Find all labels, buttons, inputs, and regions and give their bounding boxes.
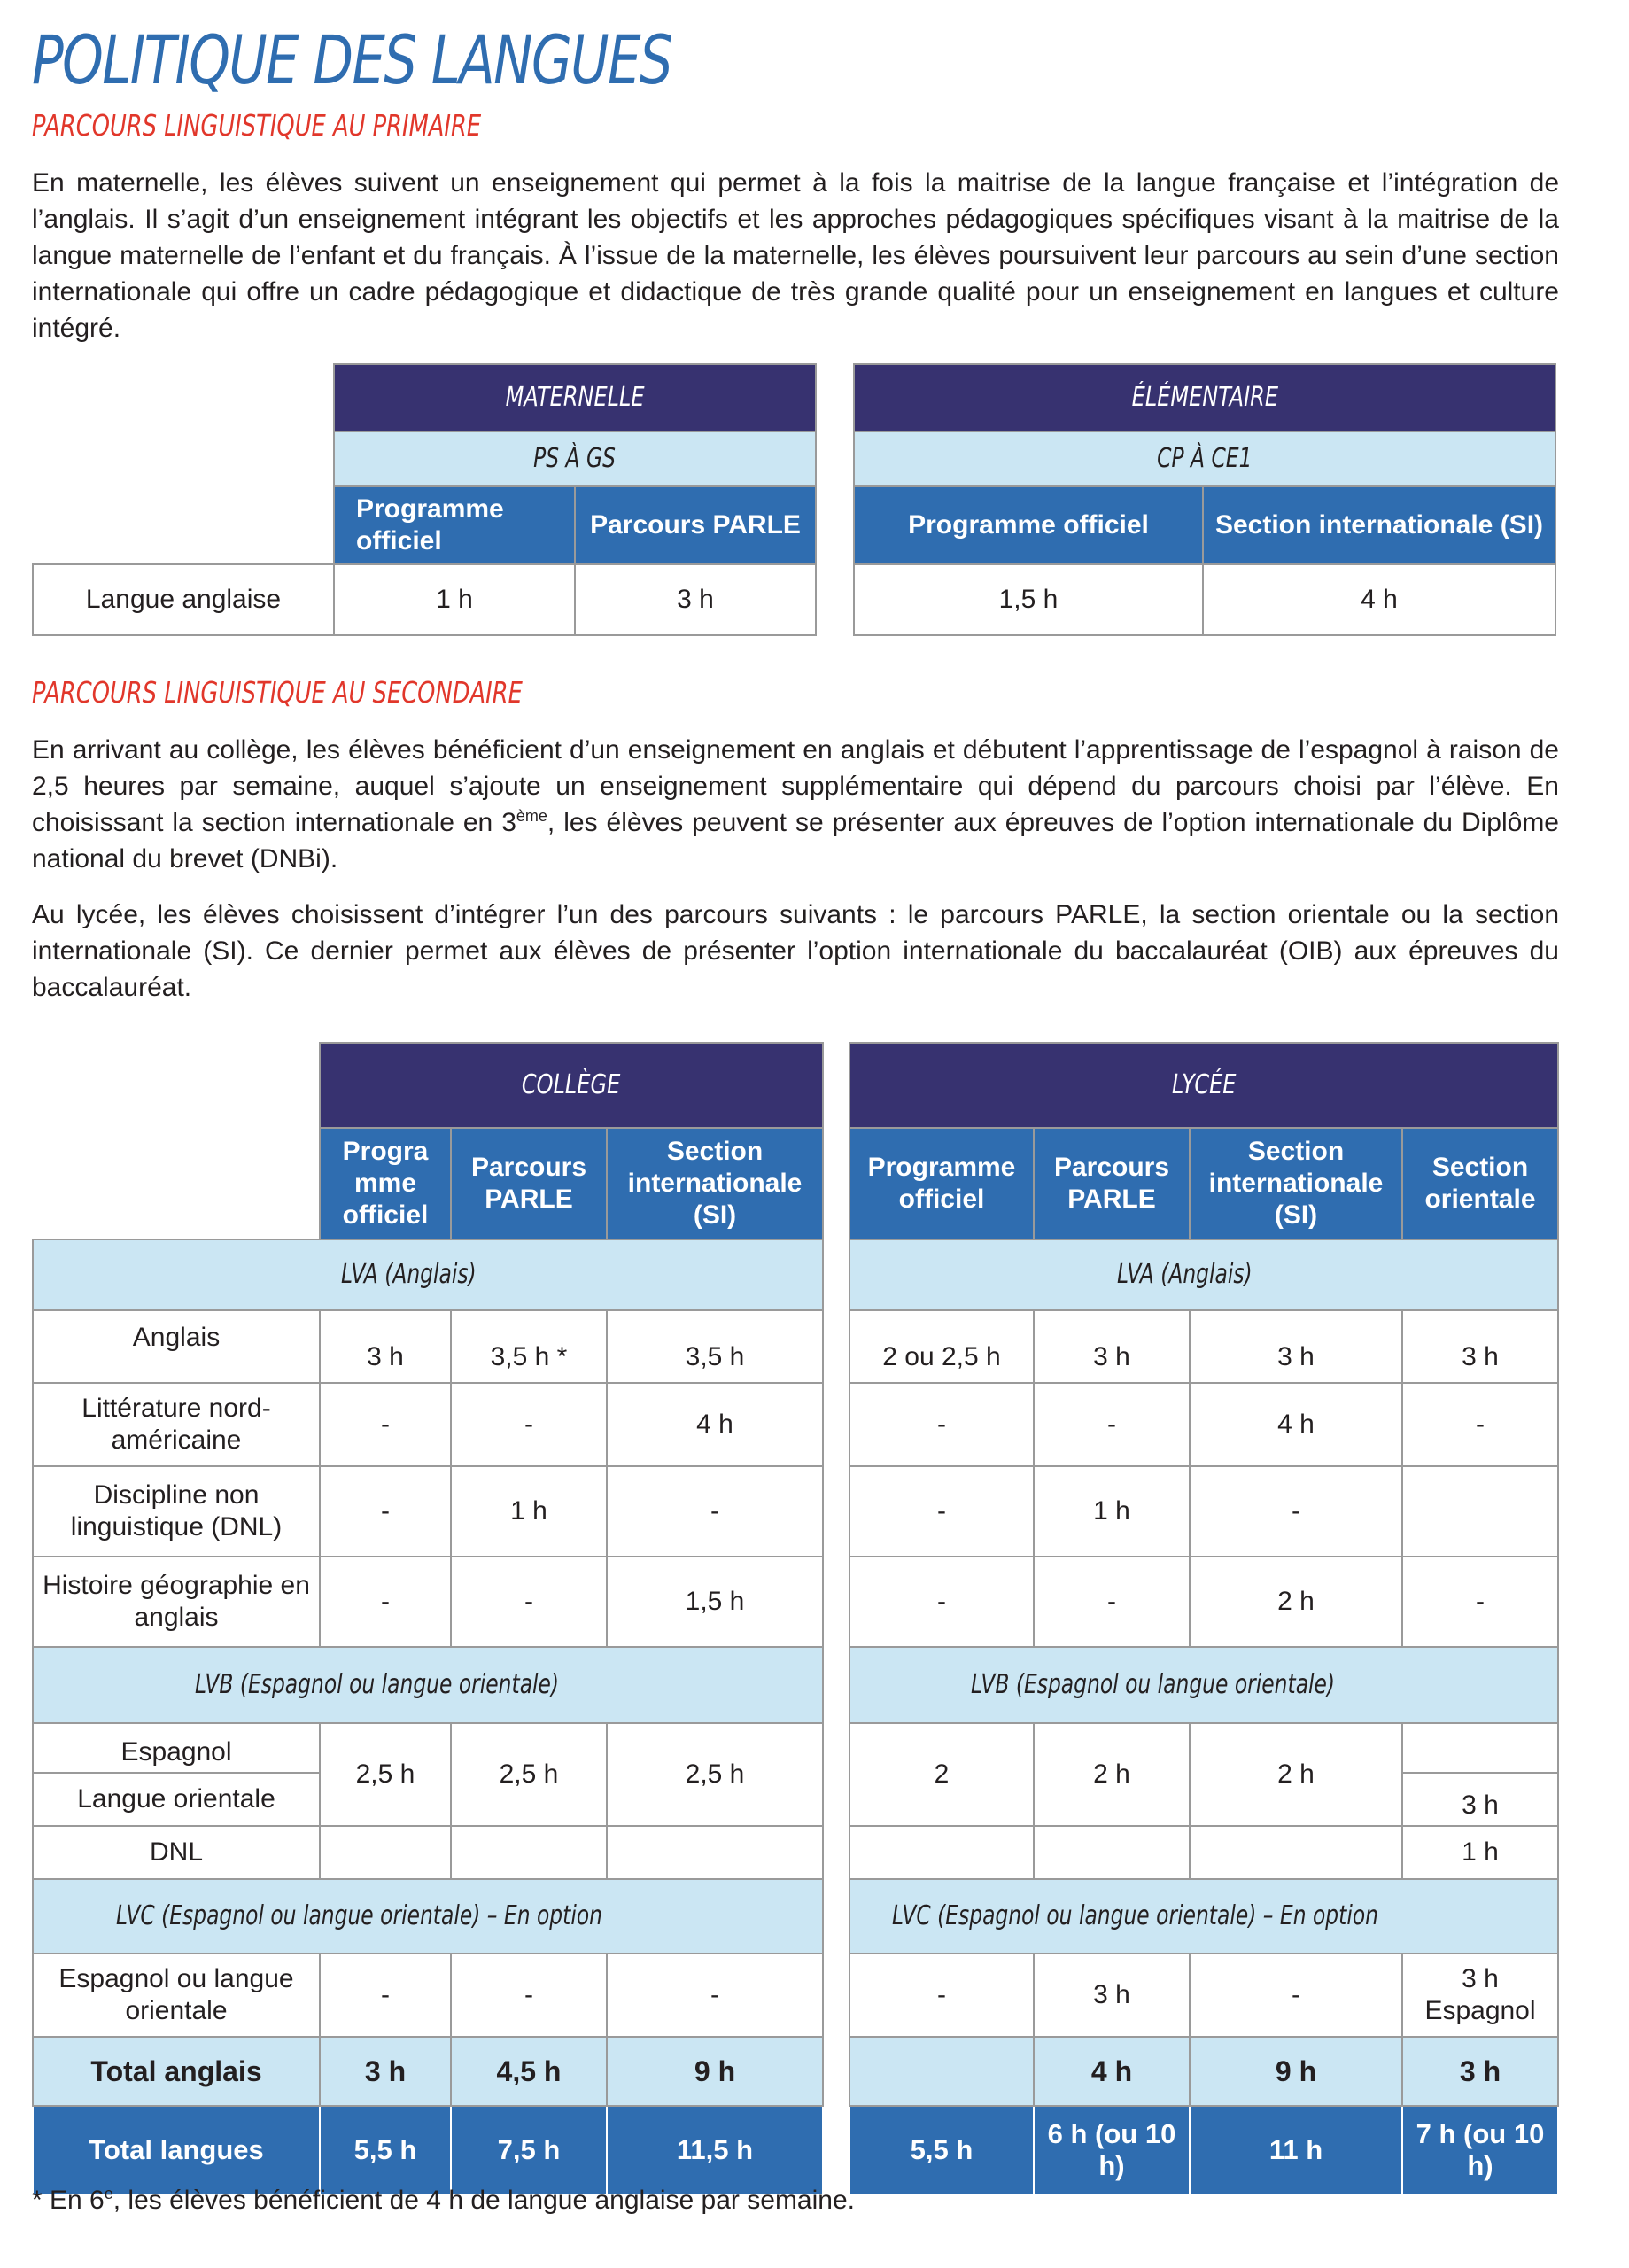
lycee-litterature-parle: -: [1034, 1383, 1190, 1466]
lycee-category-lvb: LVB (Espagnol ou langue orientale): [849, 1647, 1558, 1723]
row-label-langue-anglaise: Langue anglaise: [33, 564, 334, 635]
row-label-espagnol: Espagnol: [33, 1723, 320, 1773]
row-label-histoire: Histoire géographie en anglais: [33, 1557, 320, 1647]
category-lvc: LVC (Espagnol ou langue orientale) – En option: [33, 1879, 823, 1953]
college-total-langues-si: 11,5 h: [607, 2106, 823, 2194]
table-maternelle: [32, 363, 817, 636]
lycee-title: LYCÉE: [849, 1043, 1558, 1128]
row-label-anglais: Anglais: [33, 1310, 320, 1383]
blank-cell: [33, 486, 334, 564]
lycee-litterature-si: 4 h: [1190, 1383, 1402, 1466]
college-total-langues-parle: 7,5 h: [451, 2106, 607, 2194]
lycee-total-anglais-orientale: 3 h: [1402, 2037, 1558, 2106]
elementaire-levels: CP À CE1: [854, 431, 1555, 486]
elementaire-title: ÉLÉMENTAIRE: [854, 364, 1555, 431]
lycee-total-langues-orientale: 7 h (ou 10 h): [1402, 2106, 1558, 2194]
row-label-dnl2: DNL: [33, 1826, 320, 1879]
category-lvb: LVB (Espagnol ou langue orientale): [33, 1647, 823, 1723]
college-dnl2-programme: [320, 1826, 451, 1879]
lycee-langue-orientale-orientale: 3 h: [1402, 1773, 1558, 1826]
section-heading-secondaire: PARCOURS LINGUISTIQUE AU SECONDAIRE: [32, 675, 523, 710]
elementaire-col-programme: Programme officiel: [854, 486, 1203, 564]
college-total-anglais-si: 9 h: [607, 2037, 823, 2106]
lycee-lvc-orientale: 3 h Espagnol: [1402, 1953, 1558, 2037]
lycee-lvc-si: -: [1190, 1953, 1402, 2037]
college-anglais-programme: 3 h: [320, 1310, 451, 1383]
college-litterature-si: 4 h: [607, 1383, 823, 1466]
lycee-col-si: Section internationale (SI): [1190, 1128, 1402, 1239]
maternelle-val-programme: 1 h: [334, 564, 575, 635]
row-label-total-langues: Total langues: [33, 2106, 320, 2194]
row-label-litterature: Littérature nord-américaine: [33, 1383, 320, 1466]
lycee-dnl2-programme: [849, 1826, 1034, 1879]
lycee-espagnol-orientale: [1402, 1723, 1558, 1773]
lycee-dnl-programme: -: [849, 1466, 1034, 1557]
college-total-anglais-parle: 4,5 h: [451, 2037, 607, 2106]
paragraph-secondaire-1: En arrivant au collège, les élèves bénéficient d’un enseignement en anglais et débutent l’apprentissage de l’espagnol à raison de 2,5 heures par semaine, auquel s’ajoute un enseignement supplémentaire qui dépend du parcours choisi par l’élève. En choisissant la section internationale en 3ème, les élèves peuvent se présenter aux épreuves de l’option internationale du Diplôme national du brevet (DNBi).: [32, 735, 1559, 874]
lycee-lvc-parle: 3 h: [1034, 1953, 1190, 2037]
lycee-total-langues-parle: 6 h (ou 10 h): [1034, 2106, 1190, 2194]
elementaire-val-programme: 1,5 h: [854, 564, 1203, 635]
blank-cell: [33, 1043, 320, 1128]
lycee-litterature-programme: -: [849, 1383, 1034, 1466]
lycee-total-anglais-si: 9 h: [1190, 2037, 1402, 2106]
lycee-dnl-si: -: [1190, 1466, 1402, 1557]
table-elementaire: [853, 363, 1556, 636]
college-lvb-parle: 2,5 h: [451, 1723, 607, 1826]
college-col-si: Section internationale (SI): [607, 1128, 823, 1239]
maternelle-val-parle: 3 h: [575, 564, 816, 635]
college-dnl-si: -: [607, 1466, 823, 1557]
lycee-dnl-orientale: [1402, 1466, 1558, 1557]
college-title: COLLÈGE: [320, 1043, 823, 1128]
college-total-anglais-programme: 3 h: [320, 2037, 451, 2106]
lycee-col-parle: Parcours PARLE: [1034, 1128, 1190, 1239]
table-lycee: [849, 1042, 1559, 2195]
college-histoire-parle: -: [451, 1557, 607, 1647]
college-dnl-parle: 1 h: [451, 1466, 607, 1557]
lycee-histoire-si: 2 h: [1190, 1557, 1402, 1647]
lycee-lvc-programme: -: [849, 1953, 1034, 2037]
college-litterature-parle: -: [451, 1383, 607, 1466]
row-label-dnl: Discipline non linguistique (DNL): [33, 1466, 320, 1557]
college-litterature-programme: -: [320, 1383, 451, 1466]
lycee-lvb-si: 2 h: [1190, 1723, 1402, 1826]
elementaire-col-si: Section internationale (SI): [1203, 486, 1555, 564]
lycee-histoire-orientale: -: [1402, 1557, 1558, 1647]
college-col-parle: Parcours PARLE: [451, 1128, 607, 1239]
lycee-lvb-programme: 2: [849, 1723, 1034, 1826]
lycee-dnl2-parle: [1034, 1826, 1190, 1879]
maternelle-title: MATERNELLE: [334, 364, 816, 431]
lycee-total-anglais-programme: [849, 2037, 1034, 2106]
lycee-anglais-si: 3 h: [1190, 1310, 1402, 1383]
college-lvb-si: 2,5 h: [607, 1723, 823, 1826]
table-college: [32, 1042, 824, 2195]
footnote: * En 6e, les élèves bénéficient de 4 h de langue anglaise par semaine.: [32, 2185, 855, 2215]
row-label-lvc: Espagnol ou langue orientale: [33, 1953, 320, 2037]
lycee-litterature-orientale: -: [1402, 1383, 1558, 1466]
lycee-dnl-parle: 1 h: [1034, 1466, 1190, 1557]
lycee-col-programme: Programme officiel: [849, 1128, 1034, 1239]
paragraph-secondaire-2: Au lycée, les élèves choisissent d’intégrer l’un des parcours suivants : le parcours PARLE, la section orientale ou la section internationale (SI). Ce dernier permet aux élèves de présenter l’option internationale du baccalauréat (OIB) aux épreuves du baccalauréat.: [32, 900, 1559, 1002]
lycee-lvb-parle: 2 h: [1034, 1723, 1190, 1826]
blank-cell: [33, 431, 334, 486]
paragraph-primaire: En maternelle, les élèves suivent un enseignement qui permet à la fois la maitrise de la langue française et l’intégration de l’anglais. Il s’agit d’un enseignement intégrant les objectifs et les approches pédagogiques spécifiques visant à la maitrise de la langue maternelle de l’enfant et du français. À l’issue de la maternelle, les élèves poursuivent leur parcours au sein d’une section internationale qui offre un cadre pédagogique et didactique de très grande qualité pour un enseignement en langues et culture intégré.: [32, 168, 1559, 343]
page-title: POLITIQUE DES LANGUES: [32, 20, 672, 99]
lycee-anglais-parle: 3 h: [1034, 1310, 1190, 1383]
row-label-langue-orientale: Langue orientale: [33, 1773, 320, 1826]
lycee-anglais-orientale: 3 h: [1402, 1310, 1558, 1383]
blank-cell: [33, 1128, 320, 1239]
lycee-histoire-programme: -: [849, 1557, 1034, 1647]
section-heading-primaire: PARCOURS LINGUISTIQUE AU PRIMAIRE: [32, 108, 482, 143]
row-label-total-anglais: Total anglais: [33, 2037, 320, 2106]
blank-cell: [33, 364, 334, 431]
lycee-anglais-programme: 2 ou 2,5 h: [849, 1310, 1034, 1383]
lycee-dnl2-orientale: 1 h: [1402, 1826, 1558, 1879]
college-col-programme: Progra mme officiel: [320, 1128, 451, 1239]
college-total-langues-programme: 5,5 h: [320, 2106, 451, 2194]
lycee-category-lva: LVA (Anglais): [849, 1239, 1558, 1310]
lycee-total-anglais-parle: 4 h: [1034, 2037, 1190, 2106]
college-anglais-si: 3,5 h: [607, 1310, 823, 1383]
lycee-histoire-parle: -: [1034, 1557, 1190, 1647]
college-lvb-programme: 2,5 h: [320, 1723, 451, 1826]
college-dnl-programme: -: [320, 1466, 451, 1557]
maternelle-col-programme: Programme officiel: [334, 486, 575, 564]
lycee-dnl2-si: [1190, 1826, 1402, 1879]
college-lvc-si: -: [607, 1953, 823, 2037]
category-lva: LVA (Anglais): [33, 1239, 823, 1310]
college-lvc-programme: -: [320, 1953, 451, 2037]
lycee-col-orientale: Section orientale: [1402, 1128, 1558, 1239]
college-anglais-parle: 3,5 h *: [451, 1310, 607, 1383]
lycee-total-langues-programme: 5,5 h: [849, 2106, 1034, 2194]
college-histoire-si: 1,5 h: [607, 1557, 823, 1647]
college-dnl2-parle: [451, 1826, 607, 1879]
maternelle-col-parle: Parcours PARLE: [575, 486, 816, 564]
college-histoire-programme: -: [320, 1557, 451, 1647]
maternelle-levels: PS À GS: [334, 431, 816, 486]
college-dnl2-si: [607, 1826, 823, 1879]
college-lvc-parle: -: [451, 1953, 607, 2037]
lycee-total-langues-si: 11 h: [1190, 2106, 1402, 2194]
lycee-category-lvc: LVC (Espagnol ou langue orientale) – En option: [849, 1879, 1558, 1953]
elementaire-val-si: 4 h: [1203, 564, 1555, 635]
